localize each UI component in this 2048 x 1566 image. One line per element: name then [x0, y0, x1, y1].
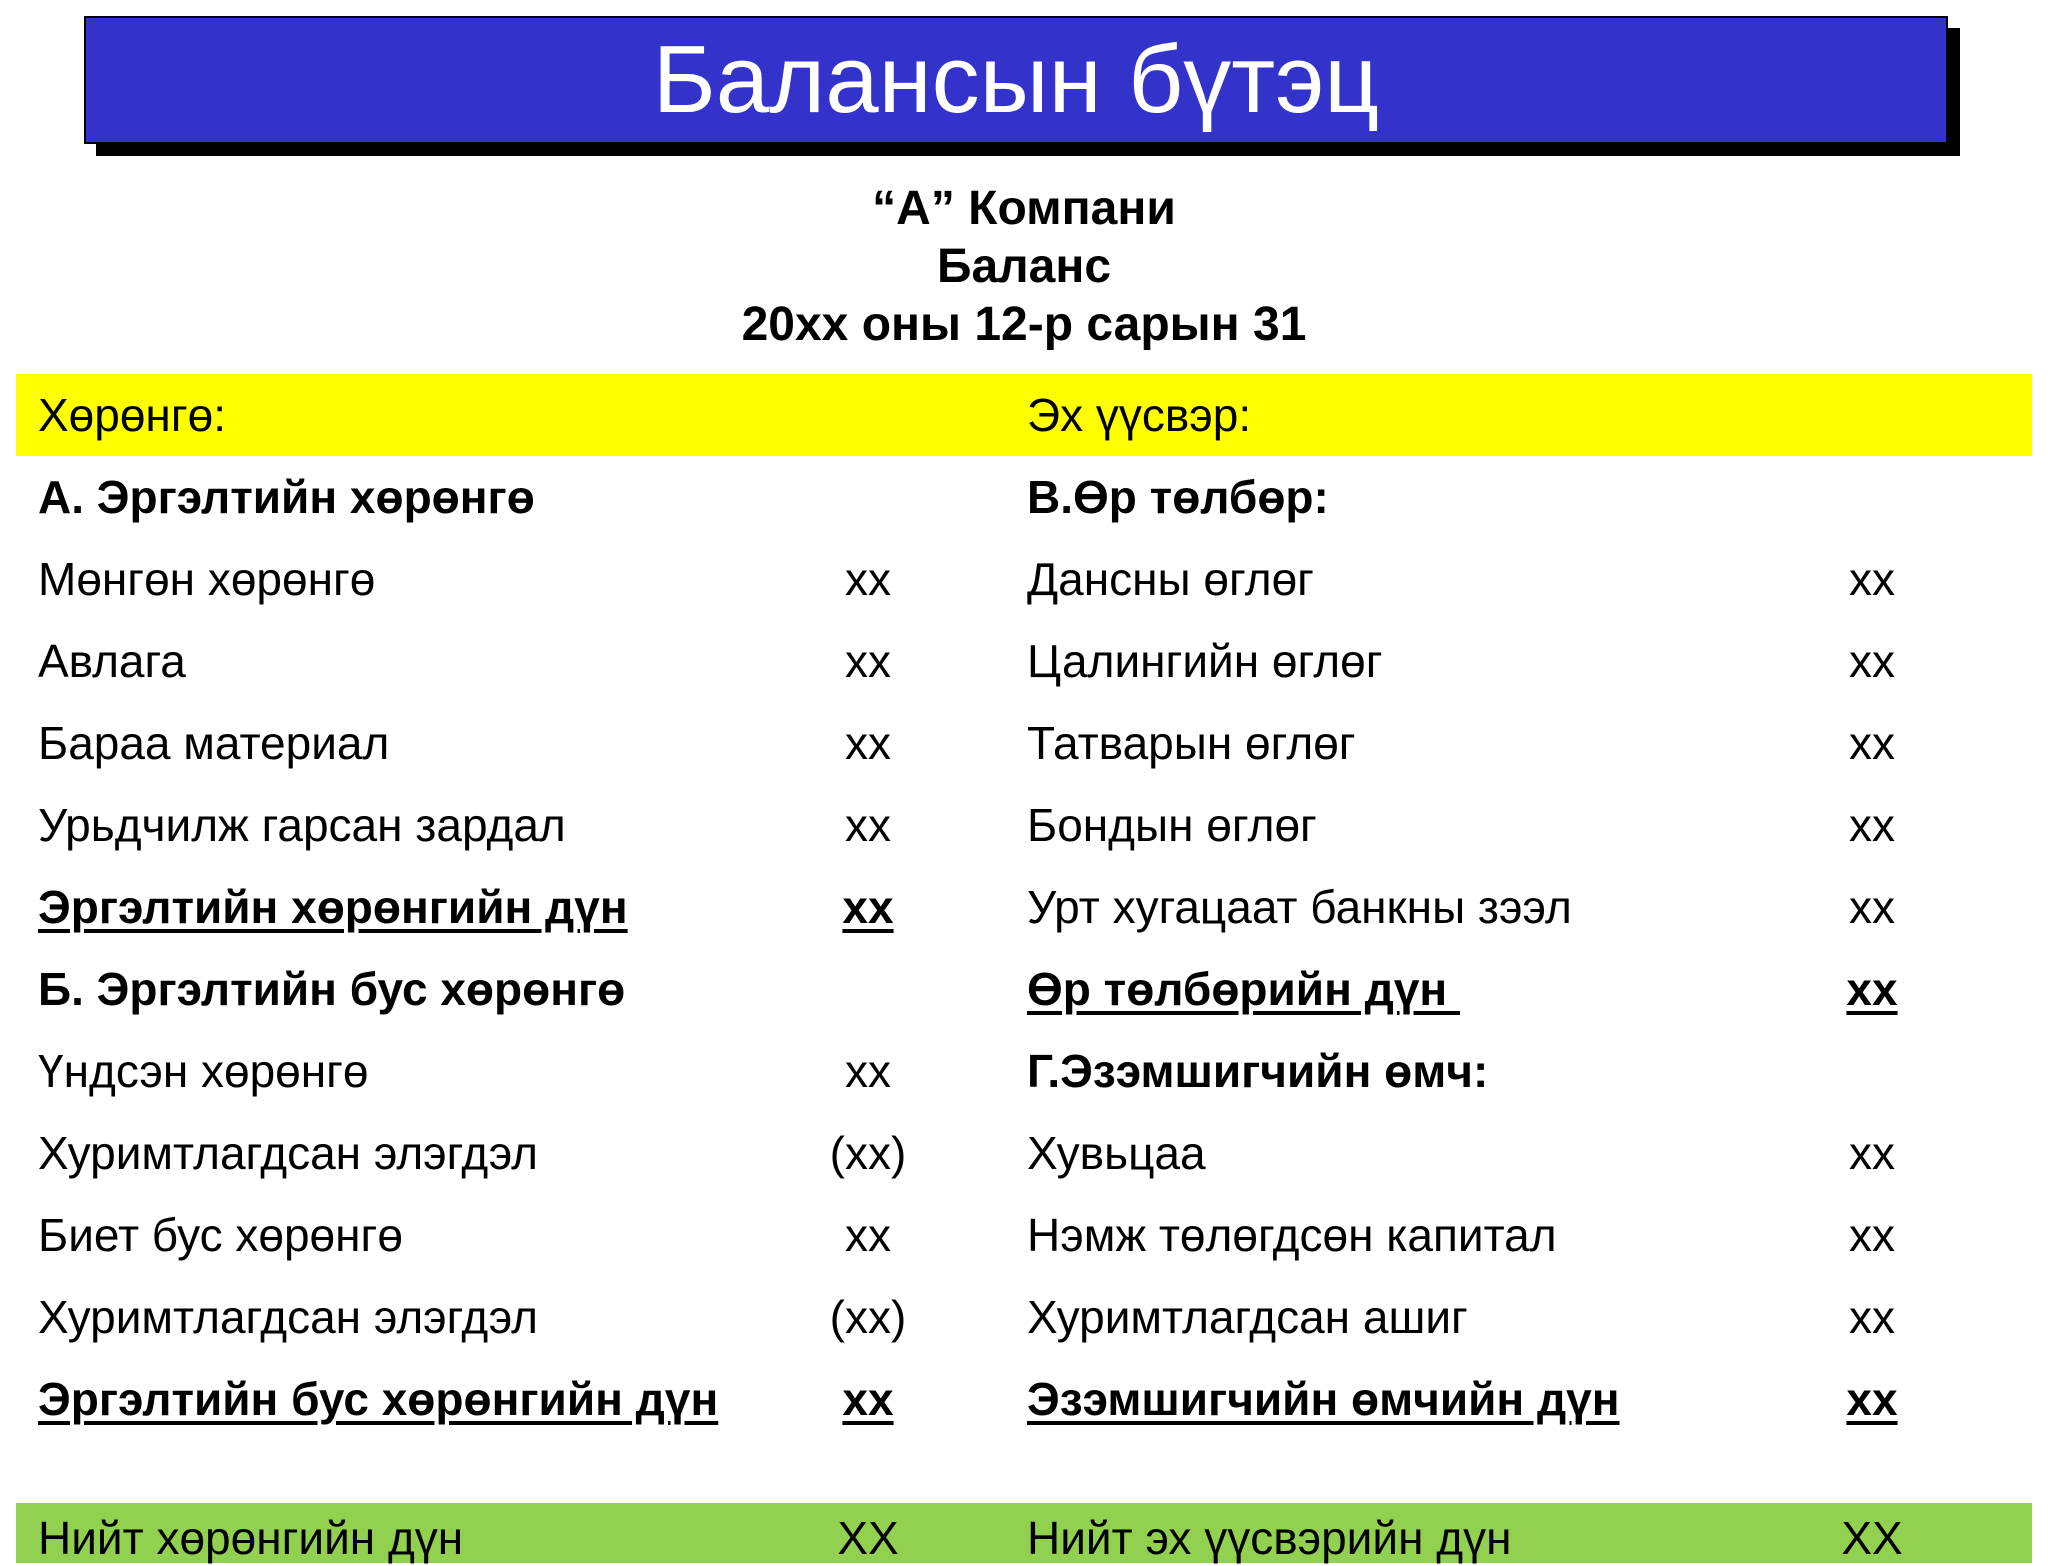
equity-row-value: xx [1849, 1209, 1895, 1261]
liability-row-value: xx [1849, 799, 1895, 851]
liabilities-heading: В.Өр төлбөр: [1027, 471, 1329, 523]
liability-row-value: xx [1849, 881, 1895, 933]
asset-row-label: Авлага [38, 635, 186, 687]
current-assets-total-value: xx [842, 881, 894, 933]
noncurrent-assets-total-value: xx [842, 1373, 894, 1425]
liability-row-value: xx [1849, 717, 1895, 769]
current-assets-heading: А. Эргэлтийн хөрөнгө [38, 471, 535, 523]
equity-total-value: xx [1846, 1373, 1898, 1425]
header-band [16, 374, 2032, 456]
total-assets-label: Нийт хөрөнгийн дүн [38, 1512, 464, 1564]
asset-row-label: Урьдчилж гарсан зардал [38, 799, 566, 851]
total-sources-label: Нийт эх үүсвэрийн дүн [1027, 1512, 1512, 1564]
equity-row-label: Хуримтлагдсан ашиг [1027, 1291, 1468, 1343]
page-title: Балансын бүтэц [652, 26, 1380, 133]
company-name: “А” Компани [872, 182, 1176, 235]
asset-row-label: Бараа материал [38, 717, 390, 769]
asset-row-label: Үндсэн хөрөнгө [38, 1045, 369, 1097]
noncurrent-assets-heading: Б. Эргэлтийн бус хөрөнгө [38, 963, 626, 1015]
liability-row-label: Цалингийн өглөг [1027, 635, 1383, 687]
liabilities-total-label: Өр төлбөрийн дүн [1027, 963, 1460, 1015]
liability-row-label: Татварын өглөг [1027, 717, 1356, 769]
total-sources-value: XX [1841, 1512, 1903, 1564]
liability-row-label: Урт хугацаат банкны зээл [1027, 881, 1572, 933]
asset-row-label: Биет бус хөрөнгө [38, 1209, 403, 1261]
statement-date: 20xx оны 12-р сарын 31 [741, 298, 1307, 351]
statement-name: Баланс [936, 240, 1112, 293]
asset-row-value: xx [845, 635, 891, 687]
liability-row-label: Бондын өглөг [1027, 799, 1317, 851]
total-assets-value: XX [837, 1512, 899, 1564]
liabilities-total-value: xx [1846, 963, 1898, 1015]
equity-row-value: xx [1849, 1127, 1895, 1179]
equity-row-value: xx [1849, 1291, 1895, 1343]
liability-row-value: xx [1849, 553, 1895, 605]
assets-header: Хөрөнгө: [38, 389, 226, 441]
noncurrent-assets-total-label: Эргэлтийн бус хөрөнгийн дүн [38, 1373, 719, 1425]
asset-row-label: Мөнгөн хөрөнгө [38, 553, 376, 605]
asset-row-value: xx [845, 553, 891, 605]
title-banner [84, 16, 1948, 144]
sources-header: Эх үүсвэр: [1027, 389, 1252, 441]
equity-total-label: Эзэмшигчийн өмчийн дүн [1027, 1373, 1620, 1425]
asset-row-label: Хуримтлагдсан элэгдэл [38, 1127, 539, 1179]
asset-row-value: xx [845, 717, 891, 769]
equity-row-label: Нэмж төлөгдсөн капитал [1027, 1209, 1557, 1261]
asset-row-value: (xx) [829, 1291, 907, 1343]
asset-row-value: xx [845, 1045, 891, 1097]
equity-heading: Г.Эзэмшигчийн өмч: [1027, 1045, 1489, 1097]
asset-row-value: xx [845, 1209, 891, 1261]
asset-row-label: Хуримтлагдсан элэгдэл [38, 1291, 539, 1343]
liability-row-value: xx [1849, 635, 1895, 687]
equity-row-label: Хувьцаа [1027, 1127, 1206, 1179]
liability-row-label: Дансны өглөг [1027, 553, 1314, 605]
asset-row-value: xx [845, 799, 891, 851]
asset-row-value: (xx) [829, 1127, 907, 1179]
current-assets-total-label: Эргэлтийн хөрөнгийн дүн [38, 881, 628, 933]
